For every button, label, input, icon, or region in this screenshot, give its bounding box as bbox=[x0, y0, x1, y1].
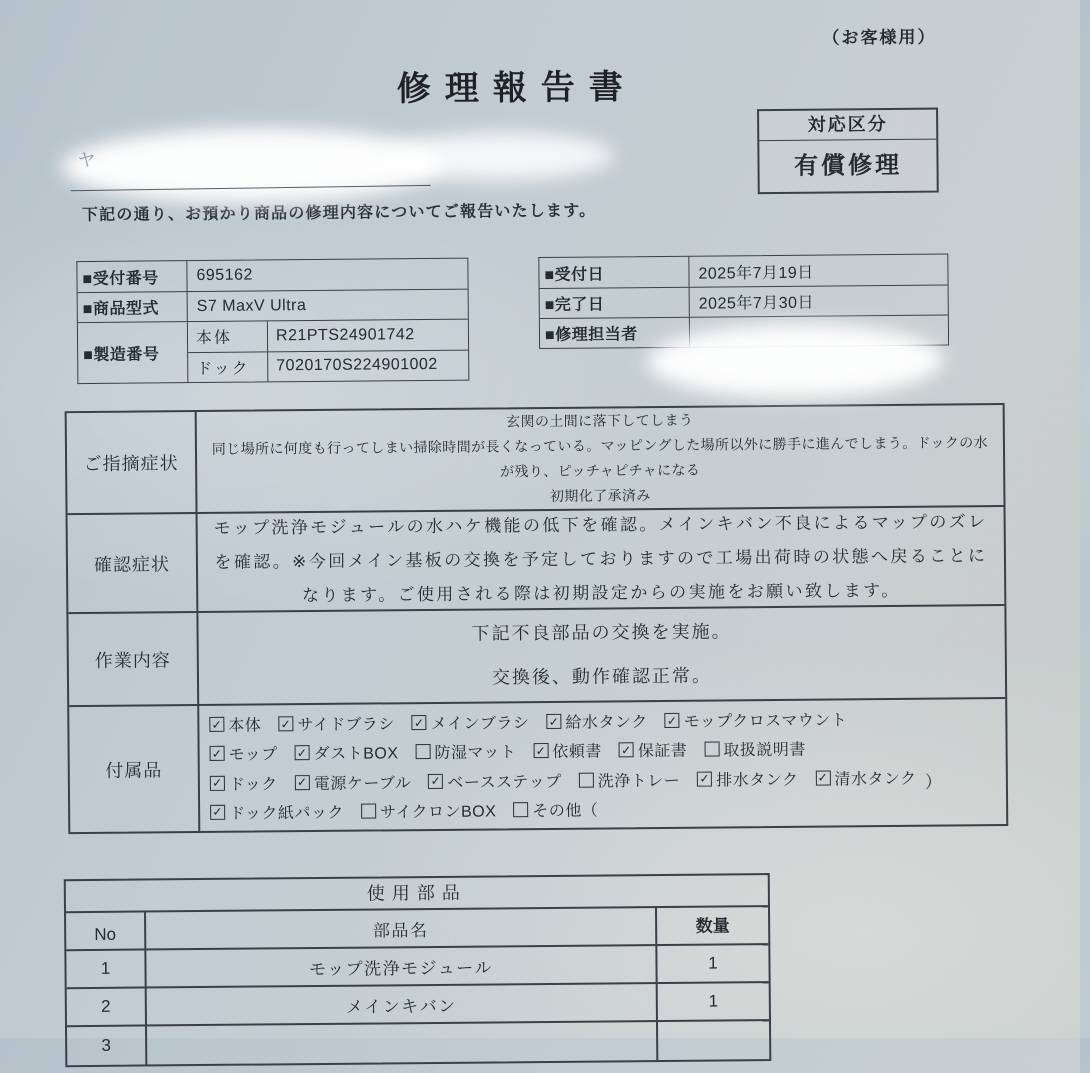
response-category-header: 対応区分 bbox=[759, 110, 936, 142]
checkbox-checked-icon: ✓ bbox=[428, 774, 443, 789]
parts-header-name: 部品名 bbox=[146, 908, 657, 948]
accessories-content bbox=[199, 699, 1006, 831]
accessory-item bbox=[815, 765, 916, 789]
checkbox-checked-icon: ✓ bbox=[546, 714, 561, 729]
accessory-item bbox=[361, 798, 497, 822]
accessory-item bbox=[533, 739, 602, 763]
accessory-item bbox=[412, 710, 530, 734]
accessory-item-label: 給水タンク bbox=[565, 714, 648, 732]
checkbox-unchecked-icon bbox=[513, 802, 528, 817]
checkbox-checked-icon: ✓ bbox=[665, 713, 680, 728]
parts-header-qty: 数量 bbox=[695, 916, 730, 936]
detail-text-line: が残り、ピッチャピチャになる bbox=[500, 461, 701, 480]
accessory-item bbox=[295, 741, 399, 765]
repair-details-table bbox=[65, 403, 1009, 834]
part-no: 3 bbox=[67, 1026, 147, 1065]
detail-text-line: 初期化了承済み bbox=[549, 487, 651, 505]
checkbox-checked-icon: ✓ bbox=[295, 775, 310, 790]
accessory-item-label: ドック紙パック bbox=[229, 804, 345, 823]
parts-table-title: 使用部品 bbox=[66, 875, 768, 913]
checkbox-checked-icon: ✓ bbox=[210, 775, 225, 790]
receipt-number-row bbox=[77, 259, 467, 292]
detail-row-work bbox=[68, 604, 1005, 705]
checkbox-checked-icon: ✓ bbox=[209, 717, 224, 732]
part-name bbox=[147, 1022, 658, 1064]
detail-content-confirmed bbox=[198, 507, 1005, 611]
customer-name-hint: ヤ bbox=[77, 149, 96, 171]
accessory-item bbox=[295, 770, 412, 794]
checkbox-unchecked-icon bbox=[361, 803, 376, 818]
parts-header-no: No bbox=[66, 912, 146, 949]
accessory-item-label: 本体 bbox=[228, 717, 262, 735]
receipt-date-row bbox=[539, 254, 947, 288]
accessory-item-label: サイドブラシ bbox=[297, 716, 395, 735]
accessory-item-label: モップクロスマウント bbox=[683, 712, 848, 731]
serial-body-value: R21PTS24901742 bbox=[275, 325, 415, 345]
completion-date-value: 2025年7月30日 bbox=[698, 294, 815, 313]
accessory-item-label: 洗浄トレー bbox=[597, 772, 681, 791]
detail-text-line: モップ洗浄モジュールの水ハケ機能の低下を確認。メインキバン不良によるマップのズレを確認。※今回メイン基板の交換を予定しておりますので工場出荷時の状態へ戻ることになります。ご使用される際は初期設定からの実施をお願い致します。 bbox=[213, 511, 988, 605]
accessory-item bbox=[513, 797, 598, 821]
serial-body-label: 本体 bbox=[188, 321, 268, 351]
accessory-item bbox=[697, 766, 798, 790]
customer-name-redaction bbox=[61, 127, 444, 204]
accessory-item-label: 電源ケーブル bbox=[313, 774, 412, 793]
detail-label-work: 作業内容 bbox=[68, 613, 199, 705]
accessories-label: 付属品 bbox=[69, 706, 200, 832]
checkbox-unchecked-icon bbox=[579, 772, 594, 787]
detail-row-symptoms bbox=[67, 405, 1004, 513]
accessory-item bbox=[665, 707, 848, 732]
part-name: メインキバン bbox=[147, 984, 658, 1024]
accessory-item-label: 依頼書 bbox=[552, 743, 602, 762]
checkbox-checked-icon: ✓ bbox=[533, 743, 548, 758]
serial-dock-row bbox=[188, 349, 468, 382]
detail-text-line: 同じ場所に何度も行ってしまい掃除時間が長くなっている。マッピングした場所以外に勝手に進んでしまう。ドックの水 bbox=[211, 433, 989, 457]
receipt-number-value: 695162 bbox=[196, 266, 253, 285]
checkbox-unchecked-icon bbox=[415, 744, 430, 759]
detail-text-line: 玄関の土間に落下してしまう bbox=[506, 411, 694, 429]
detail-text-line: 下記不良部品の交換を実施。 bbox=[471, 621, 732, 644]
accessory-item-label: 防湿マット bbox=[434, 744, 517, 763]
detail-label-symptoms: ご指摘症状 bbox=[67, 412, 198, 513]
checkbox-unchecked-icon bbox=[704, 742, 719, 757]
accessory-item-label: その他（ bbox=[532, 802, 599, 820]
accessories-row bbox=[69, 697, 1006, 832]
accessory-item bbox=[209, 713, 261, 736]
part-qty: 1 bbox=[708, 991, 719, 1011]
serial-number-label: ■製造番号 bbox=[78, 322, 189, 383]
parts-used-table bbox=[64, 873, 772, 1067]
accessory-item bbox=[278, 711, 395, 735]
part-qty bbox=[658, 1021, 769, 1060]
detail-content-symptoms bbox=[197, 405, 1004, 512]
part-name: モップ洗浄モジュール bbox=[146, 946, 657, 986]
accessory-item bbox=[210, 771, 278, 795]
accessory-item bbox=[210, 800, 344, 824]
product-model-value: S7 MaxV Ultra bbox=[196, 296, 307, 315]
accessory-item bbox=[704, 737, 806, 761]
accessory-item bbox=[428, 768, 562, 792]
accessory-item-label: メインブラシ bbox=[430, 715, 530, 734]
accessory-item bbox=[619, 738, 688, 762]
checkbox-checked-icon: ✓ bbox=[210, 746, 225, 761]
parts-table-header-row bbox=[66, 907, 768, 951]
serial-dock-value: 7020170S224901002 bbox=[276, 356, 438, 375]
product-model-row bbox=[78, 289, 468, 322]
checkbox-checked-icon: ✓ bbox=[295, 745, 310, 760]
accessory-item-label: 取扱説明書 bbox=[723, 742, 806, 760]
receipt-info-table bbox=[76, 258, 469, 384]
accessories-line-4 bbox=[210, 791, 994, 827]
response-category-value: 有償修理 bbox=[793, 151, 903, 180]
parts-table-row bbox=[66, 945, 768, 989]
accessory-item bbox=[210, 742, 278, 766]
receipt-number-label: ■受付番号 bbox=[77, 261, 187, 292]
product-model-label: ■商品型式 bbox=[78, 292, 188, 322]
accessory-item-label: サイクロンBOX bbox=[379, 803, 497, 822]
accessory-item-label: ダストBOX bbox=[313, 745, 399, 764]
serial-body-row bbox=[188, 320, 468, 352]
other-close-paren: ） bbox=[924, 772, 942, 792]
part-no: 2 bbox=[67, 988, 147, 1025]
completion-date-label: ■完了日 bbox=[540, 288, 690, 318]
serial-dock-label: ドック bbox=[188, 352, 268, 382]
checkbox-checked-icon: ✓ bbox=[619, 743, 634, 758]
checkbox-checked-icon: ✓ bbox=[278, 716, 293, 731]
detail-row-confirmed bbox=[68, 505, 1005, 612]
customer-copy-note: （お客様用） bbox=[822, 27, 937, 48]
checkbox-checked-icon: ✓ bbox=[697, 771, 712, 786]
parts-table-row bbox=[67, 983, 769, 1027]
checkbox-checked-icon: ✓ bbox=[815, 770, 830, 785]
accessory-item-label: モップ bbox=[228, 746, 278, 765]
response-category-box bbox=[757, 108, 939, 195]
accessory-item-label: ベースステップ bbox=[447, 773, 562, 792]
detail-content-work bbox=[198, 606, 1005, 704]
checkbox-checked-icon: ✓ bbox=[412, 715, 427, 730]
technician-label: ■修理担当者 bbox=[540, 318, 690, 348]
accessory-item-label: 清水タンク bbox=[834, 770, 917, 789]
serial-number-row bbox=[78, 319, 469, 383]
page-title: 修理報告書 bbox=[396, 68, 637, 109]
customer-name-redaction-2 bbox=[385, 131, 613, 181]
detail-label-confirmed: 確認症状 bbox=[68, 514, 199, 612]
receipt-date-label: ■受付日 bbox=[539, 257, 689, 288]
accessory-item bbox=[415, 740, 516, 764]
completion-date-row bbox=[540, 284, 948, 318]
accessory-item bbox=[579, 767, 681, 791]
intro-text: 下記の通り、お預かり商品の修理内容についてご報告いたします。 bbox=[81, 202, 597, 225]
part-qty: 1 bbox=[708, 953, 718, 973]
receipt-date-value: 2025年7月19日 bbox=[698, 264, 814, 283]
checkbox-checked-icon: ✓ bbox=[210, 805, 225, 820]
detail-text-line: 交換後、動作確認正常。 bbox=[491, 665, 713, 687]
accessory-item bbox=[546, 709, 647, 733]
part-no: 1 bbox=[66, 950, 146, 987]
accessory-item-label: ドック bbox=[228, 775, 278, 794]
parts-table-row bbox=[67, 1021, 769, 1065]
accessory-item-label: 保証書 bbox=[637, 743, 688, 761]
accessory-item-label: 排水タンク bbox=[716, 771, 799, 790]
